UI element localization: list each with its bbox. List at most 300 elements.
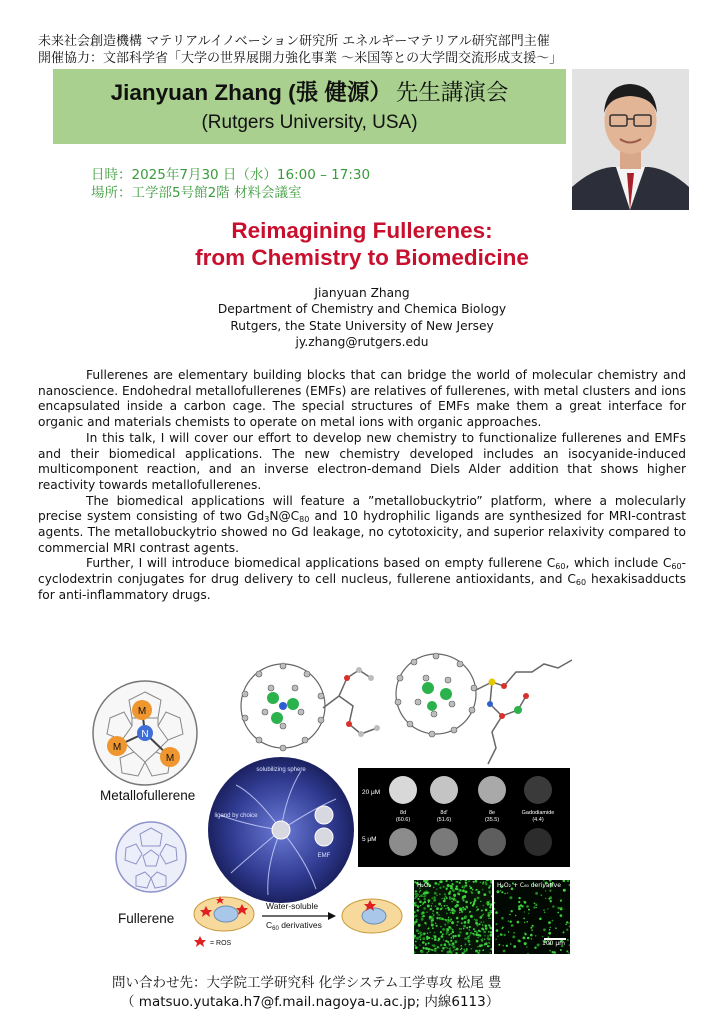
- fluorescence-speck: [465, 891, 468, 894]
- fluorescence-speck: [481, 928, 484, 931]
- fluorescence-speck: [548, 921, 551, 924]
- fluorescence-speck: [436, 907, 439, 910]
- fluorescence-speck: [452, 884, 453, 885]
- fluorescence-speck: [423, 947, 425, 949]
- fluorescence-speck: [569, 884, 571, 886]
- fluorescence-speck: [438, 947, 440, 949]
- fluorescence-speck: [555, 927, 557, 929]
- fluorescence-speck: [467, 937, 470, 940]
- fluorescence-speck: [420, 939, 422, 941]
- sphere-emf-label: EMF: [317, 853, 331, 859]
- fluorescence-speck: [490, 931, 492, 933]
- fluorescence-speck: [469, 911, 471, 913]
- fluorescence-speck: [456, 885, 458, 887]
- fluorescence-speck: [436, 925, 438, 927]
- fluorescence-speck: [480, 901, 481, 902]
- fluorescence-speck: [425, 924, 426, 925]
- fluorescence-speck: [477, 946, 478, 947]
- fluorescence-speck: [436, 888, 437, 889]
- metallofullerene-cage-illustration: [90, 678, 200, 788]
- fluorescence-speck: [446, 913, 448, 915]
- fluorescence-speck: [426, 911, 428, 913]
- microscopy-image-treated: [494, 880, 570, 954]
- fluorescence-speck: [460, 880, 462, 881]
- fluorescence-speck: [443, 886, 445, 888]
- fluorescence-speck: [518, 940, 520, 942]
- fluorescence-speck: [448, 934, 450, 936]
- fluorescence-speck: [470, 902, 472, 904]
- fluorescence-speck: [458, 921, 459, 922]
- fluorescence-speck: [495, 911, 498, 914]
- fluorescence-speck: [563, 880, 566, 882]
- fluorescence-speck: [424, 901, 426, 903]
- fluorescence-speck: [449, 948, 451, 950]
- fluorescence-speck: [549, 890, 551, 892]
- fluorescence-speck: [428, 902, 429, 903]
- fluorescence-speck: [440, 944, 443, 947]
- fluorescence-speck: [417, 898, 419, 900]
- fluorescence-speck: [433, 896, 436, 899]
- fluorescence-speck: [498, 944, 500, 946]
- mri-sample-name: 8d': [440, 810, 448, 816]
- fluorescence-speck: [436, 953, 437, 954]
- fluorescence-speck: [462, 887, 463, 888]
- fluorescence-speck: [527, 937, 530, 940]
- fluorescence-speck: [467, 907, 468, 908]
- fluorescence-speck: [528, 909, 530, 911]
- scale-bar: [544, 938, 566, 940]
- fluorescence-speck: [457, 901, 460, 904]
- fluorescence-speck: [509, 896, 512, 899]
- fluorescence-speck: [504, 893, 506, 895]
- fluorescence-speck: [566, 950, 568, 952]
- fluorescence-speck: [417, 880, 418, 881]
- fluorescence-speck: [473, 903, 475, 905]
- fluorescence-speck: [446, 905, 447, 906]
- fluorescence-speck: [515, 915, 516, 916]
- fluorescence-speck: [524, 933, 526, 935]
- fluorescence-speck: [453, 950, 454, 951]
- fluorescence-speck: [459, 882, 461, 884]
- fluorescence-speck: [478, 937, 479, 938]
- fluorescence-speck: [550, 927, 551, 928]
- fluorescence-speck: [462, 896, 465, 899]
- fluorescence-speck: [483, 905, 485, 907]
- fluorescence-speck: [428, 951, 430, 953]
- fluorescence-speck: [568, 922, 570, 924]
- fluorescence-speck: [501, 928, 503, 930]
- speaker-name-text: Jianyuan Zhang (張 健源）: [110, 80, 392, 105]
- fluorescence-speck: [474, 919, 475, 920]
- nitrogen-atom-label: N: [141, 729, 149, 740]
- fluorescence-speck: [442, 933, 444, 935]
- fluorescence-speck: [531, 929, 533, 931]
- fluorescence-speck: [497, 890, 499, 892]
- fluorescence-speck: [423, 933, 425, 935]
- fluorescence-speck: [439, 894, 440, 895]
- fluorescence-speck: [563, 931, 565, 933]
- fluorescence-speck: [439, 914, 440, 915]
- speaker-name: [53, 75, 566, 107]
- fluorescence-speck: [490, 934, 492, 937]
- abstract: [38, 368, 686, 604]
- fluorescence-speck: [419, 931, 422, 934]
- fluorescence-speck: [480, 921, 482, 923]
- fluorescence-speck: [434, 892, 437, 895]
- fluorescence-speck: [487, 937, 489, 939]
- fluorescence-speck: [476, 940, 479, 943]
- fluorescence-speck: [567, 939, 569, 941]
- fluorescence-speck: [441, 950, 443, 952]
- fluorescence-speck: [523, 918, 525, 920]
- fluorescence-speck: [421, 951, 424, 954]
- fluorescence-speck: [548, 932, 551, 935]
- fluorescence-speck: [523, 937, 526, 940]
- fluorescence-speck: [489, 927, 491, 929]
- fluorescence-speck: [488, 942, 489, 943]
- fluorescence-speck: [414, 893, 416, 895]
- fluorescence-speck: [485, 927, 488, 930]
- fluorescence-speck: [440, 926, 441, 927]
- fluorescence-speck: [463, 899, 465, 901]
- fluorescence-speck: [523, 901, 525, 903]
- fluorescence-speck: [488, 887, 490, 889]
- fluorescence-speck: [509, 914, 511, 916]
- fluorescence-speck: [458, 889, 460, 891]
- fluorescence-speck: [460, 949, 461, 950]
- fluorescence-speck: [440, 880, 443, 883]
- fluorescence-speck: [431, 923, 432, 924]
- mri-sample-value: (51.6): [436, 817, 452, 823]
- fluorescence-speck: [543, 928, 546, 931]
- fluorescence-speck: [476, 931, 478, 933]
- fluorescence-speck: [535, 935, 536, 936]
- fluorescence-speck: [450, 887, 453, 890]
- fluorescence-speck: [526, 921, 528, 923]
- fluorescence-speck: [534, 903, 536, 905]
- fluorescence-speck: [425, 892, 428, 895]
- fluorescence-speck: [456, 917, 459, 920]
- fluorescence-speck: [439, 887, 441, 889]
- fluorescence-speck: [447, 951, 450, 954]
- fluorescence-speck: [450, 951, 453, 954]
- fluorescence-speck: [549, 950, 550, 951]
- fluorescence-speck: [485, 925, 488, 928]
- fluorescence-speck: [425, 944, 426, 945]
- contact-email: （ matsuo.yutaka.h7@f.mail.nagoya-u.ac.jp; 内線6113）: [121, 994, 500, 1010]
- fluorescence-speck: [526, 905, 529, 908]
- fluorescence-speck: [465, 901, 468, 904]
- fluorescence-speck: [560, 900, 562, 902]
- fluorescence-speck: [470, 887, 473, 890]
- fluorescence-speck: [469, 944, 471, 946]
- arrow-bottom-label: $C_{60}$ derivatives: [266, 920, 322, 932]
- fluorescence-speck: [456, 948, 459, 951]
- fluorescence-speck: [454, 905, 457, 908]
- fluorescence-speck: [456, 888, 458, 890]
- fluorescence-speck: [489, 904, 490, 905]
- fluorescence-speck: [414, 951, 416, 953]
- fluorescence-speck: [518, 901, 520, 903]
- fluorescence-speck: [447, 922, 448, 923]
- author-name: Jianyuan Zhang: [314, 286, 410, 300]
- fluorescence-speck: [464, 921, 467, 924]
- fluorescence-speck: [428, 937, 430, 939]
- fluorescence-speck: [434, 932, 435, 933]
- fluorescence-speck: [494, 908, 495, 909]
- mri-row2-label: 5 μM: [362, 836, 377, 843]
- fluorescence-speck: [432, 903, 433, 904]
- ros-legend: = ROS: [210, 940, 232, 947]
- fluorescence-speck: [468, 940, 469, 941]
- fluorescence-speck: [444, 943, 447, 946]
- fluorescence-speck: [511, 910, 513, 912]
- fluorescence-speck: [429, 932, 431, 934]
- fluorescence-speck: [569, 925, 570, 927]
- fluorescence-speck: [510, 943, 512, 945]
- sphere-top-label: solubilizing sphere: [256, 767, 306, 773]
- fluorescence-speck: [545, 898, 546, 899]
- fluorescence-speck: [476, 889, 478, 891]
- fluorescence-speck: [469, 886, 470, 887]
- fluorescence-speck: [527, 953, 528, 954]
- fluorescence-speck: [418, 933, 419, 934]
- fluorescence-speck: [445, 947, 446, 948]
- fluorescence-speck: [462, 890, 463, 891]
- fluorescence-speck: [563, 889, 566, 892]
- cell-treatment-illustration: [190, 892, 405, 956]
- fluorescence-speck: [446, 897, 448, 899]
- functionalized-emf-molecule-1: [235, 648, 385, 760]
- fluorescence-speck: [557, 907, 560, 910]
- fluorescence-speck: [500, 933, 502, 935]
- fluorescence-speck: [566, 929, 568, 931]
- event-place: 場所：工学部5号館2階 材料会議室: [91, 185, 302, 201]
- fluorescence-speck: [437, 895, 438, 896]
- fluorescence-speck: [461, 917, 464, 920]
- fluorescence-speck: [457, 921, 458, 922]
- fluorescence-speck: [468, 880, 469, 881]
- sphere-ligand-label: ligand by choice: [214, 813, 258, 819]
- fluorescence-speck: [414, 898, 415, 899]
- fluorescence-speck: [526, 946, 528, 948]
- fluorescence-speck: [433, 935, 434, 936]
- fluorescence-speck: [473, 881, 475, 883]
- fluorescence-speck: [474, 931, 476, 933]
- fluorescence-speck: [423, 915, 425, 917]
- fluorescence-speck: [483, 921, 484, 922]
- fluorescence-speck: [451, 919, 452, 920]
- fluorescence-speck: [561, 907, 563, 909]
- fluorescence-speck: [432, 913, 433, 914]
- fluorescence-speck: [536, 907, 537, 908]
- fluorescence-speck: [484, 939, 485, 940]
- fluorescence-speck: [436, 917, 438, 919]
- fluorescence-speck: [414, 911, 416, 913]
- fluorescence-speck: [461, 922, 463, 924]
- fluorescence-speck: [511, 924, 514, 927]
- fluorescence-speck: [478, 952, 479, 953]
- fluorescence-speck: [459, 928, 461, 930]
- mri-phantom-panel: [358, 768, 570, 867]
- fluorescence-speck: [560, 914, 563, 917]
- fluorescence-speck: [453, 937, 454, 938]
- author-block: [0, 285, 724, 351]
- fluorescence-speck: [438, 938, 441, 941]
- fluorescence-speck: [531, 938, 532, 939]
- fluorescence-speck: [427, 933, 428, 934]
- fluorescence-speck: [446, 933, 448, 935]
- fluorescence-speck: [489, 900, 490, 901]
- fluorescence-speck: [416, 937, 419, 940]
- fluorescence-speck: [442, 947, 445, 950]
- fluorescence-speck: [482, 949, 484, 951]
- fluorescence-speck: [442, 928, 445, 931]
- fluorescence-speck: [419, 936, 421, 938]
- fluorescence-speck: [448, 917, 449, 918]
- fluorescence-speck: [465, 944, 467, 946]
- fluorescence-speck: [450, 933, 452, 935]
- microscopy-control-label: H₂O₂: [417, 882, 432, 889]
- fluorescence-speck: [482, 889, 483, 890]
- fluorescence-speck: [428, 899, 431, 902]
- talk-title-line2: from Chemistry to Biomedicine: [195, 245, 529, 270]
- mri-sample-value: (35.5): [484, 817, 500, 823]
- functionalized-emf-molecule-2: [392, 646, 578, 770]
- fluorescence-speck: [444, 893, 446, 895]
- fluorescence-speck: [496, 923, 498, 925]
- fluorescence-speck: [488, 931, 490, 933]
- fluorescence-speck: [504, 934, 506, 936]
- fluorescence-speck: [419, 891, 420, 892]
- fluorescence-speck: [458, 934, 461, 937]
- fluorescence-speck: [425, 948, 426, 949]
- mri-sample-value: (4.4): [532, 817, 544, 823]
- fluorescence-speck: [464, 949, 465, 950]
- fluorescence-speck: [479, 931, 481, 933]
- speaker-photo: [572, 69, 689, 210]
- fluorescence-speck: [553, 952, 554, 953]
- fluorescence-speck: [482, 910, 483, 911]
- fluorescence-speck: [485, 909, 488, 912]
- cooperation-line: 開催協力：文部科学省「大学の世界展開力強化事業 ～米国等との大学間交流形成支援～」: [38, 51, 563, 66]
- fluorescence-speck: [483, 931, 486, 934]
- fluorescence-speck: [441, 935, 444, 938]
- fluorescence-speck: [543, 909, 544, 910]
- fluorescence-speck: [422, 912, 424, 914]
- fluorescence-speck: [481, 915, 483, 917]
- fluorescence-speck: [447, 884, 448, 885]
- mri-sample-name: Gadodiamide: [521, 810, 555, 816]
- fluorescence-speck: [482, 924, 483, 925]
- fluorescence-speck: [489, 906, 491, 908]
- fluorescence-speck: [489, 893, 490, 894]
- fluorescence-speck: [489, 952, 491, 954]
- fluorescence-speck: [479, 923, 481, 925]
- author-university: Rutgers, the State University of New Jersey: [230, 318, 494, 333]
- fluorescence-speck: [477, 908, 479, 910]
- abstract-paragraph: Further, I will introduce biomedical applications based on empty fullerene $C_{60}$, which include $C_{60}$-cyclodextrin conjugates for drug delivery to cell nucleus, fullerene antioxidants, and $C_{60}$ hexakisadducts for anti-inflammatory drugs.: [38, 556, 687, 602]
- fluorescence-speck: [416, 919, 418, 921]
- fluorescence-speck: [447, 919, 449, 921]
- fluorescence-speck: [415, 890, 417, 892]
- fullerene-label: Fullerene: [118, 911, 175, 926]
- fluorescence-speck: [431, 905, 433, 907]
- fluorescence-speck: [458, 893, 460, 895]
- fluorescence-speck: [450, 940, 452, 942]
- fluorescence-speck: [464, 950, 467, 953]
- fluorescence-speck: [483, 893, 486, 896]
- fluorescence-speck: [512, 936, 515, 939]
- fluorescence-speck: [415, 905, 416, 906]
- fluorescence-speck: [500, 890, 501, 891]
- fluorescence-speck: [473, 901, 474, 902]
- fluorescence-speck: [465, 916, 467, 918]
- arrow-top-label: Water-soluble: [266, 901, 319, 911]
- fluorescence-speck: [441, 907, 442, 908]
- talk-title: [0, 217, 724, 271]
- fluorescence-speck: [438, 903, 441, 906]
- fluorescence-speck: [475, 919, 478, 922]
- fluorescence-speck: [430, 908, 432, 910]
- fluorescence-speck: [568, 952, 570, 954]
- metal-atom-label: M: [112, 742, 122, 753]
- fluorescence-speck: [545, 890, 546, 891]
- fluorescence-speck: [456, 924, 458, 926]
- fluorescence-speck: [434, 949, 437, 952]
- mri-sample-name: 8d: [399, 810, 407, 816]
- fluorescence-speck: [469, 926, 471, 928]
- mri-sample-name: 8e: [488, 810, 496, 816]
- fluorescence-speck: [518, 897, 520, 899]
- fluorescence-speck: [507, 892, 509, 894]
- fluorescence-speck: [419, 945, 420, 946]
- fluorescence-speck: [470, 932, 472, 934]
- event-date: 日時：2025年7月30 日（水）16:00 – 17:30: [91, 167, 371, 183]
- fluorescence-speck: [537, 944, 540, 947]
- fluorescence-speck: [540, 894, 542, 896]
- fluorescence-speck: [415, 946, 418, 949]
- fluorescence-speck: [471, 948, 472, 949]
- fluorescence-speck: [530, 934, 533, 937]
- fluorescence-speck: [501, 917, 504, 920]
- fluorescence-speck: [566, 921, 568, 923]
- fluorescence-speck: [479, 950, 481, 952]
- fluorescence-speck: [436, 912, 438, 914]
- fluorescence-speck: [415, 914, 418, 917]
- fluorescence-speck: [435, 905, 437, 907]
- fluorescence-speck: [524, 922, 525, 923]
- fluorescence-speck: [419, 896, 420, 897]
- metallofullerene-label: Metallofullerene: [100, 788, 196, 803]
- fluorescence-speck: [432, 927, 434, 929]
- fluorescence-speck: [502, 945, 504, 947]
- fluorescence-speck: [489, 925, 491, 927]
- organizer-line: 未来社会創造機構 マテリアルイノベーション研究所 エネルギーマテリアル研究部門主催: [38, 34, 550, 49]
- fluorescence-speck: [416, 929, 419, 932]
- fluorescence-speck: [508, 931, 509, 932]
- contact-person: 問い合わせ先：大学院工学研究科 化学システム工学専攻 松尾 豊: [112, 975, 502, 991]
- mri-row1-label: 20 μM: [362, 789, 381, 796]
- fluorescence-speck: [445, 908, 447, 910]
- fluorescence-speck: [460, 945, 462, 947]
- abstract-paragraph: In this talk, I will cover our effort to develop new chemistry to functionalize fullerenes and EMFs and their biomedical applications. The new chemistry developed includes an isocyanide-induced multicomponent reaction, and an inverse electron-demand Diels Alder addition that shows higher reactivity towards metallofullerenes.: [38, 430, 686, 492]
- fluorescence-speck: [427, 905, 430, 908]
- fluorescence-speck: [446, 888, 448, 890]
- fluorescence-speck: [450, 912, 452, 914]
- fluorescence-speck: [431, 897, 433, 899]
- fluorescence-speck: [533, 906, 535, 908]
